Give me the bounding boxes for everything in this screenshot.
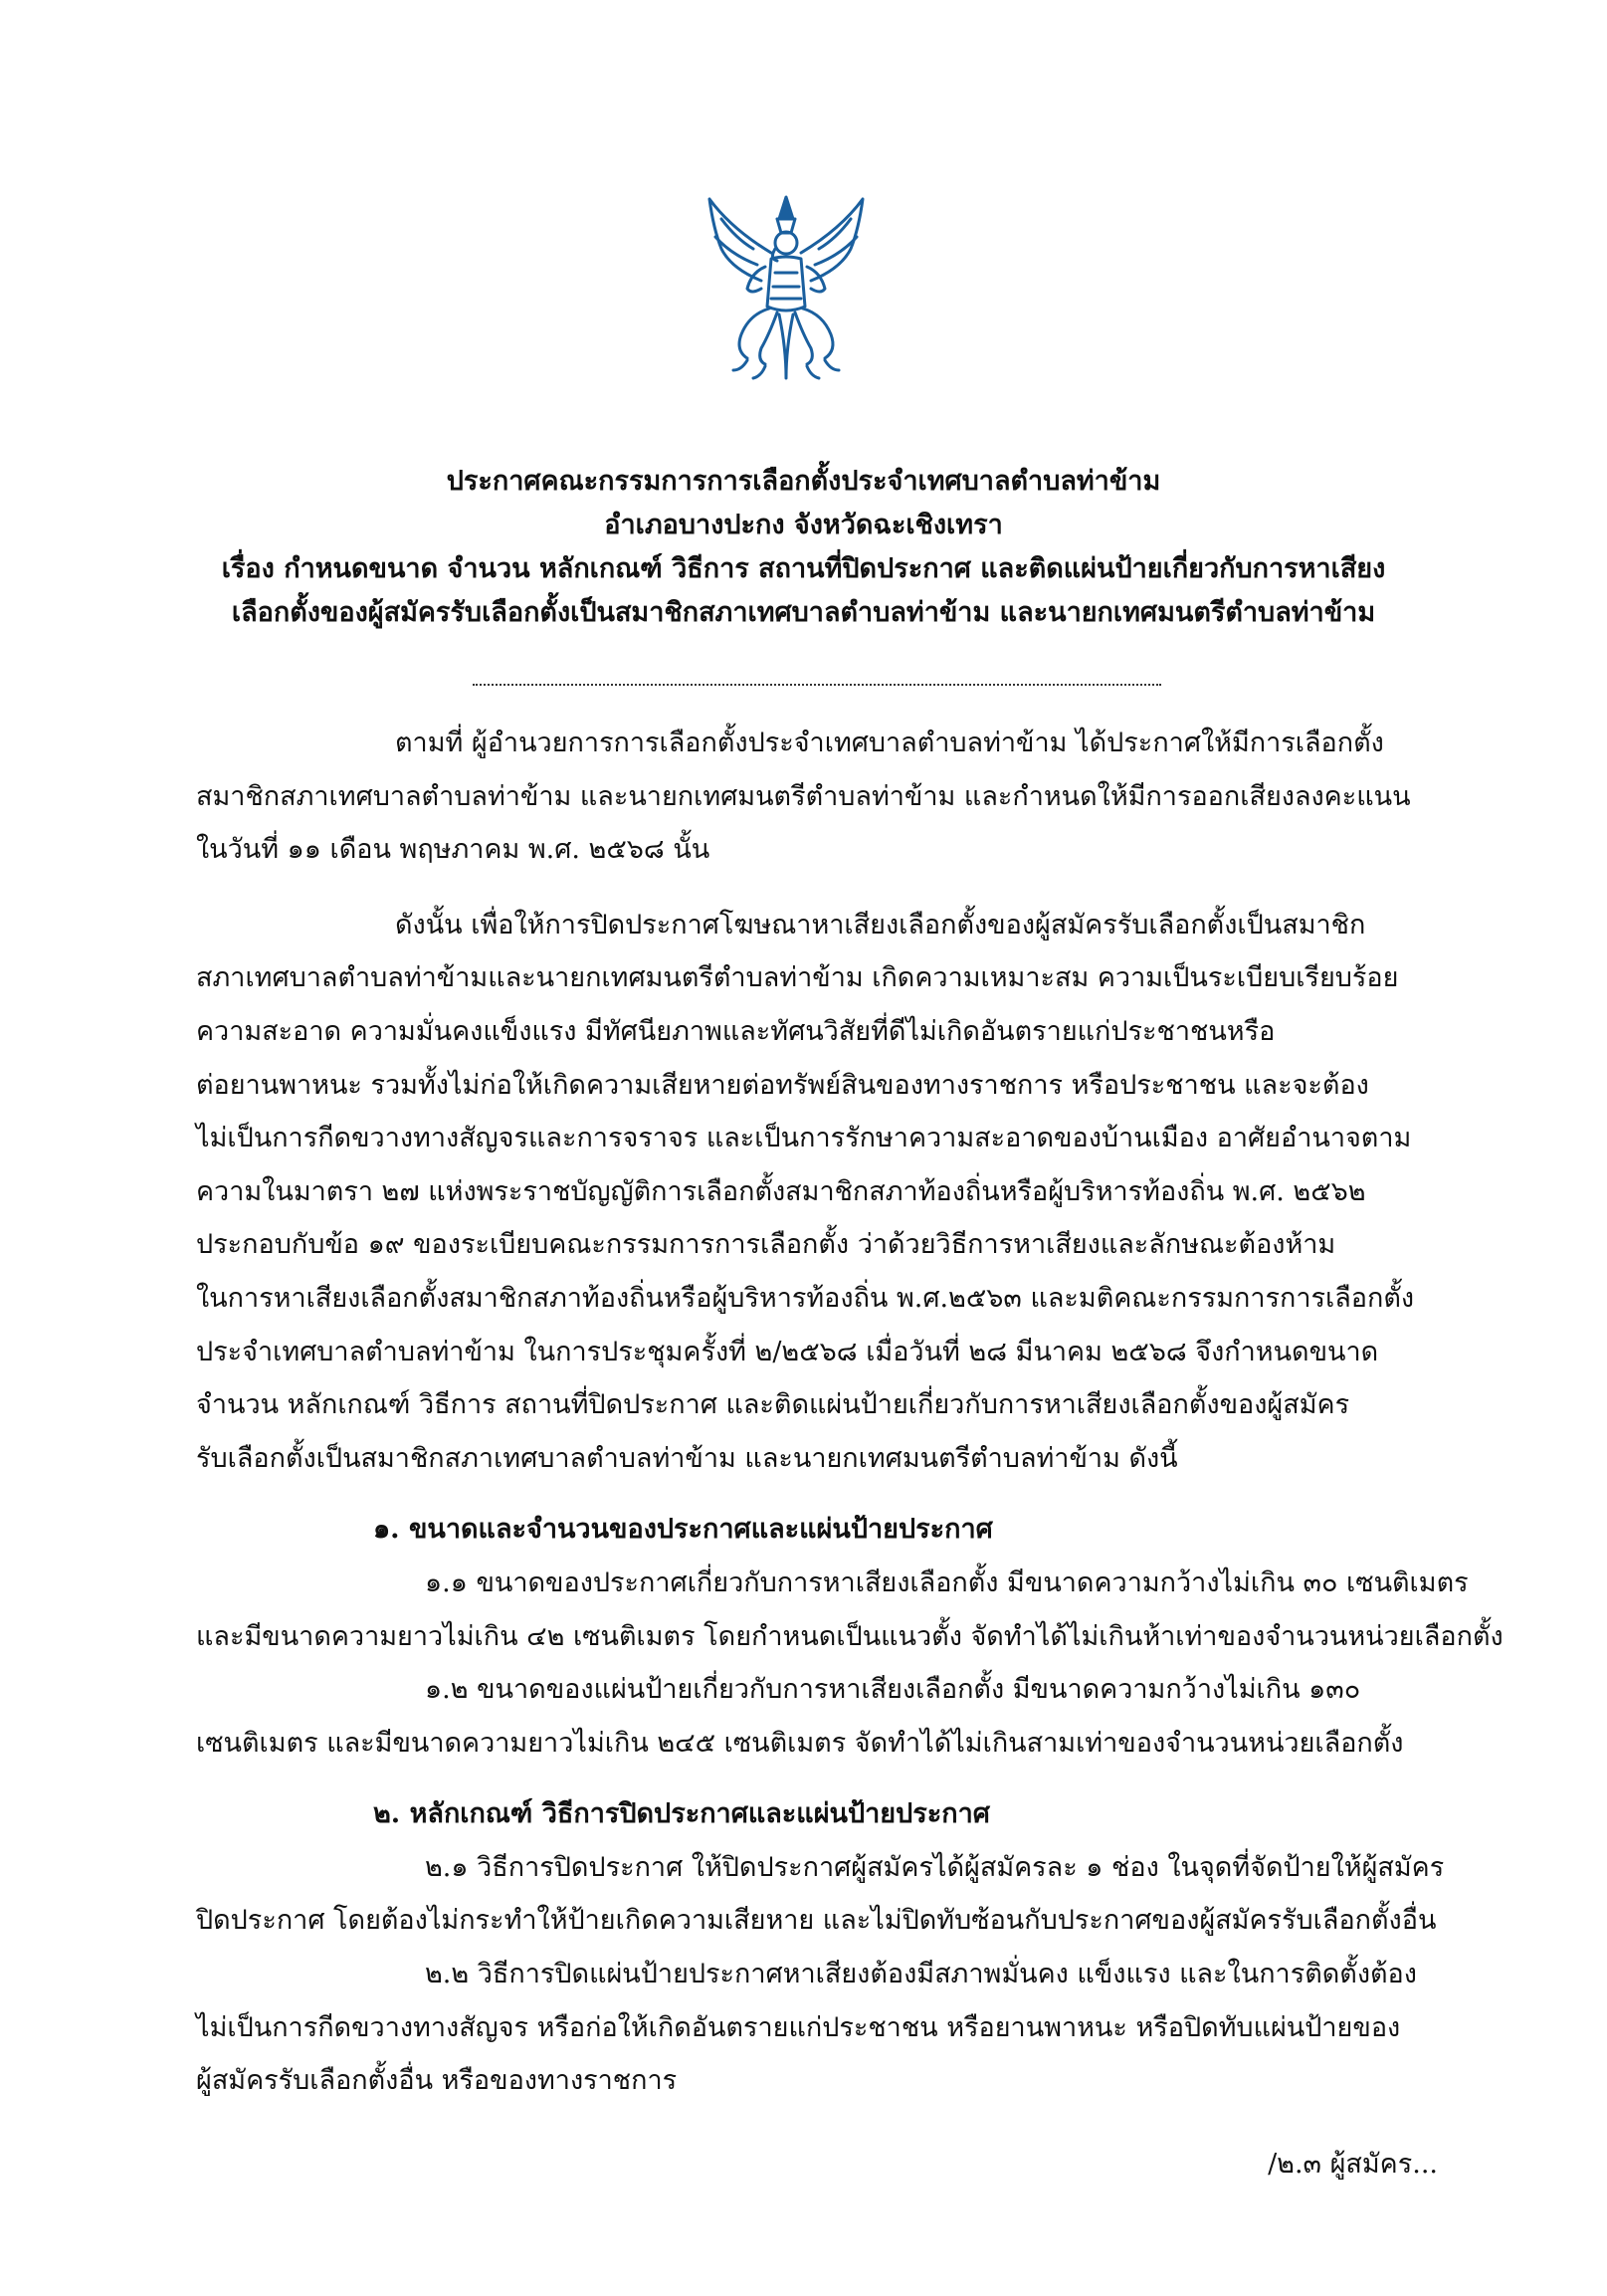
section-line: ไม่เป็นการกีดขวางทางสัญจร หรือก่อให้เกิดอันตรายแก่ประชาชน หรือยานพาหนะ หรือปิดทับแผ่นป้ายของ: [196, 2011, 1401, 2043]
heading-subject-line-1: เรื่อง กำหนดขนาด จำนวน หลักเกณฑ์ วิธีการ สถานที่ปิดประกาศ และติดแผ่นป้ายเกี่ยวกับการหาเสียง: [221, 553, 1386, 584]
paragraph-line: ในวันที่ ๑๑ เดือน พฤษภาคม พ.ศ. ๒๕๖๘ นั้น: [196, 834, 710, 866]
paragraph-line: ความในมาตรา ๒๗ แห่งพระราชบัญญัติการเลือกตั้งสมาชิกสภาท้องถิ่นหรือผู้บริหารท้องถิ่น พ.ศ. ๒๕๖๒: [196, 1175, 1366, 1207]
paragraph-line: สมาชิกสภาเทศบาลตำบลท่าข้าม และนายกเทศมนตรีตำบลท่าข้าม และกำหนดให้มีการออกเสียงลงคะแนน: [196, 780, 1411, 812]
heading-line-1: ประกาศคณะกรรมการการเลือกตั้งประจำเทศบาลตำบลท่าข้าม: [446, 466, 1161, 497]
paragraph-line: ประกอบกับข้อ ๑๙ ของระเบียบคณะกรรมการการเลือกตั้ง ว่าด้วยวิธีการหาเสียงและลักษณะต้องห้าม: [196, 1229, 1336, 1261]
section-1: [196, 1503, 1504, 1770]
heading-subject-line-2: เลือกตั้งของผู้สมัครรับเลือกตั้งเป็นสมาชิกสภาเทศบาลตำบลท่าข้าม และนายกเทศมนตรีตำบลท่าข้าม: [231, 597, 1376, 628]
paragraph-2: [196, 899, 1445, 1486]
section-line: เซนติเมตร และมีขนาดความยาวไม่เกิน ๒๔๕ เซนติเมตร จัดทำได้ไม่เกินสามเท่าของจำนวนหน่วยเลือกตั้ง: [196, 1727, 1404, 1759]
paragraph-line: ความสะอาด ความมั่นคงแข็งแรง มีทัศนียภาพและทัศนวิสัยที่ดีไม่เกิดอันตรายแก่ประชาชนหรือ: [196, 1015, 1276, 1047]
dotted-divider: [473, 684, 1161, 686]
section-line: และมีขนาดความยาวไม่เกิน ๔๒ เซนติเมตร โดยกำหนดเป็นแนวตั้ง จัดทำได้ไม่เกินห้าเท่าของจำนวนหน่วยเลือกตั้ง: [196, 1620, 1504, 1652]
heading-line-2: อำเภอบางปะกง จังหวัดฉะเชิงเทรา: [604, 510, 1003, 540]
section-2: [196, 1787, 1445, 2108]
continuation-note: /๒.๓ ผู้สมัคร...: [1268, 2149, 1438, 2180]
paragraph-1: [196, 717, 1445, 877]
paragraph-line: ไม่เป็นการกีดขวางทางสัญจรและการจราจร และเป็นการรักษาความสะอาดของบ้านเมือง อาศัยอำนาจตาม: [196, 1123, 1412, 1154]
garuda-emblem-icon: [692, 189, 881, 388]
section-line: ปิดประกาศ โดยต้องไม่กระทำให้ป้ายเกิดความเสียหาย และไม่ปิดทับซ้อนกับประกาศของผู้สมัครรับเลือกตั้งอื่น: [196, 1905, 1437, 1937]
paragraph-line: ต่อยานพาหนะ รวมทั้งไม่ก่อให้เกิดความเสียหายต่อทรัพย์สินของทางราชการ หรือประชาชน และจะต้อง: [196, 1069, 1369, 1101]
paragraph-line: ในการหาเสียงเลือกตั้งสมาชิกสภาท้องถิ่นหรือผู้บริหารท้องถิ่น พ.ศ.๒๕๖๓ และมติคณะกรรมการการเลือกตั้ง: [196, 1282, 1415, 1314]
paragraph-line: ประจำเทศบาลตำบลท่าข้าม ในการประชุมครั้งที่ ๒/๒๕๖๘ เมื่อวันที่ ๒๘ มีนาคม ๒๕๖๘ จึงกำหนดขนาด: [196, 1336, 1379, 1367]
paragraph-line: จำนวน หลักเกณฑ์ วิธีการ สถานที่ปิดประกาศ และติดแผ่นป้ายเกี่ยวกับการหาเสียงเลือกตั้งของผู้สมัคร: [196, 1389, 1350, 1421]
paragraph-line: ตามที่ ผู้อำนวยการการเลือกตั้งประจำเทศบาลตำบลท่าข้าม ได้ประกาศให้มีการเลือกตั้ง: [395, 728, 1384, 758]
section-line: ผู้สมัครรับเลือกตั้งอื่น หรือของทางราชการ: [196, 2065, 678, 2097]
section-line: ๒.๑ วิธีการปิดประกาศ ให้ปิดประกาศผู้สมัครได้ผู้สมัครละ ๑ ช่อง ในจุดที่จัดป้ายให้ผู้สมัคร: [425, 1851, 1445, 1883]
section-line: ๑.๑ ขนาดของประกาศเกี่ยวกับการหาเสียงเลือกตั้ง มีขนาดความกว้างไม่เกิน ๓๐ เซนติเมตร: [425, 1566, 1469, 1598]
document-body: [196, 717, 1504, 2108]
section-2-title: ๒. หลักเกณฑ์ วิธีการปิดประกาศและแผ่นป้ายประกาศ: [373, 1798, 990, 1830]
paragraph-line: สภาเทศบาลตำบลท่าข้ามและนายกเทศมนตรีตำบลท่าข้าม เกิดความเหมาะสม ความเป็นระเบียบเรียบร้อย: [196, 962, 1399, 994]
section-line: ๑.๒ ขนาดของแผ่นป้ายเกี่ยวกับการหาเสียงเลือกตั้ง มีขนาดความกว้างไม่เกิน ๑๓๐: [425, 1674, 1361, 1706]
section-line: ๒.๒ วิธีการปิดแผ่นป้ายประกาศหาเสียงต้องมีสภาพมั่นคง แข็งแรง และในการติดตั้งต้อง: [425, 1959, 1417, 1990]
announcement-heading: [149, 460, 1458, 635]
section-1-title: ๑. ขนาดและจำนวนของประกาศและแผ่นป้ายประกาศ: [373, 1514, 993, 1546]
paragraph-line: ดังนั้น เพื่อให้การปิดประกาศโฆษณาหาเสียงเลือกตั้งของผู้สมัครรับเลือกตั้งเป็นสมาชิก: [395, 909, 1366, 940]
paragraph-line: รับเลือกตั้งเป็นสมาชิกสภาเทศบาลตำบลท่าข้าม และนายกเทศมนตรีตำบลท่าข้าม ดังนี้: [196, 1442, 1178, 1474]
